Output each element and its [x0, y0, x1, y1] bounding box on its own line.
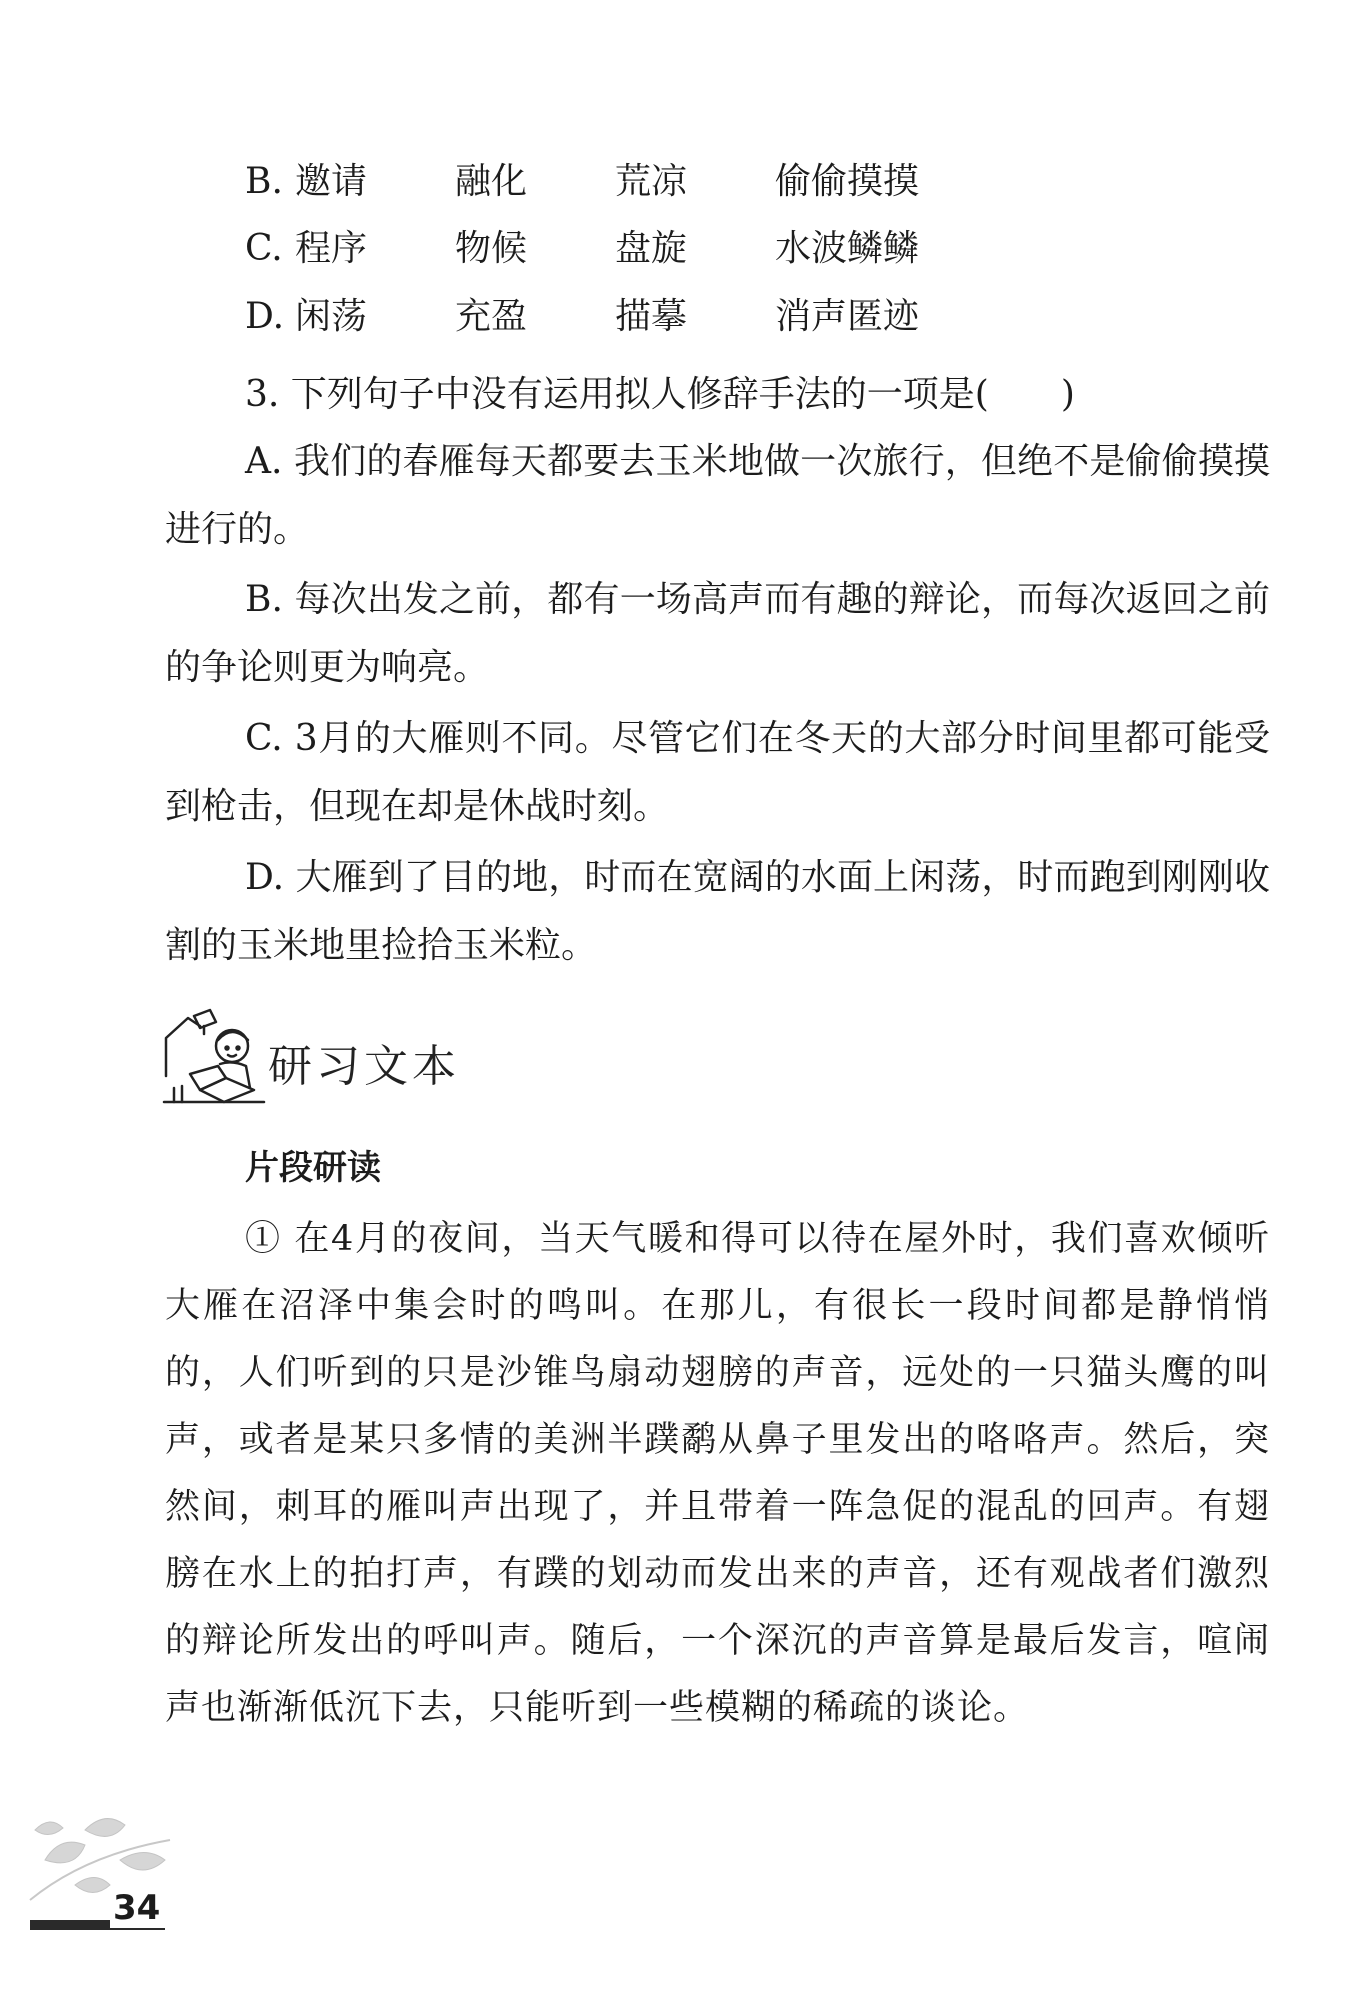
option-word: 物候 — [455, 228, 528, 269]
question-3-option-b: B. 每次出发之前，都有一场高声而有趣的辩论，而每次返回之前的争论则更为响亮。 — [165, 579, 1270, 688]
option-word: 荒凉 — [615, 161, 688, 202]
reading-passage: ① 在4月的夜间，当天气暖和得可以待在屋外时，我们喜欢倾听大雁在沼泽中集会时的鸣叫。在那儿，有很长一段时间都是静悄悄的，人们听到的只是沙锥鸟扇动翅膀的声音，远处的一只猫头鹰的叫声，或者是某只多情的美洲半蹼鹬从鼻子里发出的咯咯声。然后，突然间，刺耳的雁叫声出现了，并且带着一阵急促的混乱的回声。有翅膀在水上的拍打声，有蹼的划动而发出来的声音，还有观战者们激烈的辩论所发出的呼叫声。随后，一个深沉的声音算是最后发言，喧闹声也渐渐低沉下去，只能听到一些模糊的稀疏的谈论。 — [165, 1219, 1270, 1728]
student-reading-lamp-icon — [160, 1008, 270, 1108]
option-word: 描摹 — [615, 296, 688, 337]
section-title: 研习文本 — [268, 1041, 460, 1092]
option-word: 水波鳞鳞 — [775, 228, 920, 269]
footer-bar — [30, 1920, 110, 1930]
option-word: 闲荡 — [295, 296, 368, 337]
page-number: 34 — [113, 1888, 161, 1928]
option-word: 消声匿迹 — [775, 296, 920, 337]
question-3-stem: 3. 下列句子中没有运用拟人修辞手法的一项是( ) — [245, 374, 1075, 415]
option-letter: C. — [245, 228, 283, 269]
option-word: 充盈 — [455, 296, 528, 337]
footer-rule — [110, 1928, 165, 1930]
question-3-option-d: D. 大雁到了目的地，时而在宽阔的水面上闲荡，时而跑到刚刚收割的玉米地里捡拾玉米粒。 — [165, 857, 1270, 966]
option-letter: B. — [245, 161, 283, 202]
option-letter: D. — [245, 296, 285, 337]
option-word: 偷偷摸摸 — [775, 161, 920, 202]
question-3-option-c: C. 3月的大雁则不同。尽管它们在冬天的大部分时间里都可能受到枪击，但现在却是休战时刻。 — [165, 718, 1270, 827]
option-word: 邀请 — [295, 161, 368, 202]
option-word: 盘旋 — [615, 228, 688, 269]
option-word: 融化 — [455, 161, 528, 202]
subheading: 片段研读 — [245, 1148, 381, 1188]
section-heading — [160, 1008, 560, 1108]
option-word: 程序 — [295, 228, 368, 269]
question-3-option-a: A. 我们的春雁每天都要去玉米地做一次旅行，但绝不是偷偷摸摸进行的。 — [165, 441, 1270, 550]
